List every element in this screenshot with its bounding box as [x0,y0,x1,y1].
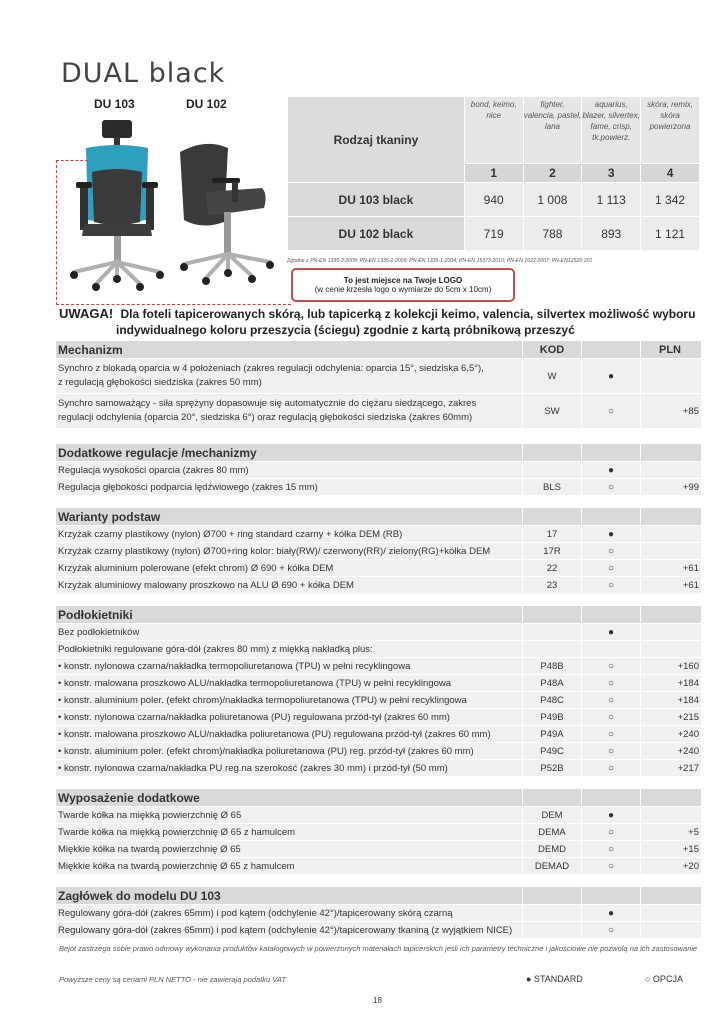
option-row [56,858,701,874]
price-row-model: DU 103 black [288,183,464,216]
kod-column-header [523,887,581,904]
option-code: BLS [523,479,581,495]
option-row [56,577,701,593]
option-description-line: • konstr. malowana proszkowo ALU/nakładka poliuretanowa (PU) regulowana przód-tył (zakres 60 mm) [58,728,491,740]
option-code: W [523,359,581,393]
option-description-line: • konstr. nylonowa czarna/nakładka poliuretanowa (PU) regulowana przód-tył (zakres 60 mm) [58,711,450,723]
option-description [56,807,522,823]
option-row [56,675,701,691]
fabric-type-header: Rodzaj tkaniny [288,97,464,182]
option-availability-mark: ● [582,905,640,921]
option-description [56,692,522,708]
group-number: 3 [582,164,640,182]
option-availability-mark: ○ [582,560,640,576]
option-description-text [58,529,402,540]
option-description [56,922,522,938]
option-availability-mark: ○ [582,922,640,938]
option-description-text [58,627,139,638]
price-cell: 1 342 [641,183,699,216]
option-description-text [58,563,333,574]
option-code: 17 [523,526,581,542]
option-code [523,462,581,478]
option-availability-mark: ○ [582,726,640,742]
option-row [56,692,701,708]
section-title: Warianty podstaw [56,508,522,525]
section-spacer [56,875,701,887]
option-description [56,526,522,542]
option-availability-mark: ○ [582,577,640,593]
price-cell: 1 121 [641,217,699,250]
option-row [56,922,701,938]
option-description-line: • konstr. nylonowa czarna/nakładka PU reg.na szerokość (zakres 30 mm) i przód-tył (50 mm) [58,762,448,774]
option-description-text [58,678,451,689]
option-description-line: • konstr. aluminium poler. (efekt chrom)/nakładka termopoliuretanowa (TPU) w pełni recyklingowa [58,694,467,706]
price-cell: 788 [524,217,582,250]
price-row-model: DU 102 black [288,217,464,250]
logo-area-border [56,304,291,305]
section-spacer [56,496,701,508]
pln-column-header [641,606,701,623]
option-description-text [58,827,295,838]
option-code [523,624,581,640]
option-code: P49B [523,709,581,725]
kod-column-header [523,606,581,623]
option-row [56,841,701,857]
option-availability-mark: ● [582,526,640,542]
option-description-text [58,729,491,740]
option-description-text [58,397,476,425]
options-table [56,341,701,939]
section-title: Mechanizm [56,341,522,358]
model-label-du103: DU 103 [94,97,135,111]
option-description-text [58,908,453,919]
pln-column-header: PLN [641,341,701,358]
option-availability-mark: ○ [582,543,640,559]
fabric-group-2: fighter, valencia, pastel, lana [524,97,582,163]
legend-standard: ● STANDARD [526,974,583,984]
option-availability-mark: ○ [582,479,640,495]
option-description [56,858,522,874]
option-price [641,641,701,657]
option-row [56,760,701,776]
standard-column-header [582,508,640,525]
option-availability-mark: ○ [582,394,640,428]
option-availability-mark: ○ [582,824,640,840]
notice-line-2: indywidualnego koloru przeszycia (ściegu) zgodnie z kartą próbnikową przeszyć [116,323,575,337]
option-price [641,922,701,938]
option-availability-mark: ○ [582,841,640,857]
option-description-text [58,712,450,723]
option-description-line: Krzyżak czarny plastikowy (nylon) Ø700 + ring standard czarny + kółka DEM (RB) [58,528,403,540]
option-description-text [58,810,241,821]
option-code: P48C [523,692,581,708]
option-description-text [58,661,410,672]
option-description-text [58,644,373,655]
option-availability-mark: ● [582,807,640,823]
section-title: Dodatkowe regulacje /mechanizmy [56,444,522,461]
option-row [56,658,701,674]
option-description [56,543,522,559]
option-code: 22 [523,560,581,576]
option-description-text [58,580,354,591]
vat-note: Powyższe ceny są cenami PLN NETTO - nie zawierają podatku VAT [59,975,286,984]
option-row [56,624,701,640]
option-price [641,905,701,921]
option-code: P49C [523,743,581,759]
option-description [56,905,522,921]
option-row [56,726,701,742]
option-description-line: Synchro z blokadą oparcia w 4 położeniach (zakres regulacji odchylenia: oparcia 15°, siedziska 6,5°), [58,363,484,374]
option-price: +15 [641,841,701,857]
pln-column-header [641,444,701,461]
option-price: +184 [641,675,701,691]
option-code [523,922,581,938]
option-description-text [58,695,467,706]
standard-column-header [582,606,640,623]
option-description-line: Podłokietniki regulowane góra-dół (zakres 80 mm) z miękką nakładką plus: [58,643,373,655]
logo-box-subtitle: (w cenie krzesła logo o wymiarze do 5cm x 10cm) [314,285,492,294]
section-header [56,887,701,904]
option-description-line: Krzyżak aluminiowy malowany proszkowo na ALU Ø 690 + kółka DEM [58,579,354,591]
price-cell: 940 [465,183,523,216]
section-title: Wyposażenie dodatkowe [56,789,522,806]
option-code: DEM [523,807,581,823]
option-code [523,641,581,657]
legend-option: ○ OPCJA [645,974,683,984]
option-description-line: Regulacja wysokości oparcia (zakres 80 mm) [58,464,249,476]
option-description [56,709,522,725]
kod-column-header [523,789,581,806]
footnote: Bejot zastrzega sobie prawo odmowy wykonania produktów katalogowych w powierzonych materiałach tapicerskich jeśli ich parametry techniczne i jakościowe nie pozwolą na ich zastosowanie [59,944,698,953]
section-header [56,508,701,525]
option-price: +20 [641,858,701,874]
kod-column-header: KOD [523,341,581,358]
option-availability-mark: ○ [582,675,640,691]
option-availability-mark: ○ [582,760,640,776]
option-description-line: z regulacją głębokości siedziska (zakres 50 mm) [58,377,262,388]
option-description-text [58,925,512,936]
section-spacer [56,594,701,606]
option-price [641,359,701,393]
option-description-line: Synchro samoważący - siła sprężyny dopasowuje się automatycznie do ciężaru siedzącego, zakres [58,398,477,409]
option-description-line: Miękkie kółka na twardą powierzchnię Ø 65 [58,843,241,855]
option-description [56,394,522,428]
option-row [56,462,701,478]
fabric-group-3: aquarius, blazer, silvertex, fame, crisp, tk.powierz. [582,97,640,163]
chair-du102-image [180,144,274,285]
price-table [287,96,700,251]
option-price: +99 [641,479,701,495]
section-spacer [56,429,701,444]
option-code: SW [523,394,581,428]
option-price: +160 [641,658,701,674]
option-availability-mark: ○ [582,658,640,674]
pln-column-header [641,789,701,806]
option-price: +217 [641,760,701,776]
option-price [641,526,701,542]
option-row [56,905,701,921]
section-spacer [56,777,701,789]
option-description-line: • konstr. nylonowa czarna/nakładka termopoliuretanowa (TPU) w pełni recyklingowa [58,660,411,672]
price-cell: 1 113 [582,183,640,216]
option-price: +184 [641,692,701,708]
option-availability-mark [582,641,640,657]
standard-column-header [582,887,640,904]
option-price: +240 [641,726,701,742]
option-description [56,675,522,691]
option-availability-mark: ○ [582,692,640,708]
option-description-line: Twarde kółka na miękką powierzchnię Ø 65 [58,809,242,821]
option-description-text [58,482,318,493]
option-code: P48B [523,658,581,674]
option-description-line: Krzyżak aluminium polerowane (efekt chrom) Ø 690 + kółka DEM [58,562,334,574]
logo-area-border [56,160,88,161]
option-description [56,743,522,759]
option-row [56,743,701,759]
option-price [641,624,701,640]
group-number: 1 [465,164,523,182]
option-row [56,824,701,840]
option-code: P48A [523,675,581,691]
option-description-line: Twarde kółka na miękką powierzchnię Ø 65 z hamulcem [58,826,296,838]
option-price: +5 [641,824,701,840]
group-number: 2 [524,164,582,182]
option-code: P52B [523,760,581,776]
option-description [56,359,522,393]
option-row [56,560,701,576]
option-description-line: Regulacja głębokości podparcia lędźwiowego (zakres 15 mm) [58,481,318,493]
option-code: DEMAD [523,858,581,874]
logo-placeholder-box [291,268,515,302]
option-price [641,543,701,559]
option-price: +240 [641,743,701,759]
standard-column-header [582,341,640,358]
section-header [56,789,701,806]
page-number: 18 [373,996,382,1005]
option-code: 23 [523,577,581,593]
option-availability-mark: ● [582,359,640,393]
option-row [56,641,701,657]
option-description-text [58,465,249,476]
option-row [56,479,701,495]
option-description-text [58,763,448,774]
section-header [56,606,701,623]
notice-label: UWAGA! [59,306,114,321]
option-availability-mark: ○ [582,709,640,725]
option-description-line: Regulowany góra-dół (zakres 65mm) i pod kątem (odchylenie 42°)/tapicerowany skórą czarną [58,907,453,919]
fabric-group-4: skóra, remix, skóra powierzona [641,97,699,163]
option-row [56,394,701,428]
option-description [56,841,522,857]
option-description [56,462,522,478]
option-description-text [58,546,490,557]
option-availability-mark: ○ [582,743,640,759]
option-description-line: Bez podłokietników [58,626,140,638]
kod-column-header [523,444,581,461]
option-row [56,359,701,393]
option-availability-mark: ● [582,624,640,640]
option-price: +61 [641,577,701,593]
option-description-line: Miękkie kółka na twardą powierzchnię Ø 65 z hamulcem [58,860,295,872]
notice-line-1: Dla foteli tapicerowanych skórą, lub tapicerką z kolekcji keimo, valencia, silvertex możliwość wyboru [120,307,696,321]
fabric-group-1: bond, keimo, nice [465,97,523,163]
option-description-text [58,844,241,855]
logo-area-border [56,160,57,305]
price-cell: 893 [582,217,640,250]
option-description [56,641,522,657]
option-description-line: Krzyżak czarny plastikowy (nylon) Ø700+ring kolor: biały(RW)/ czerwony(RR)/ zielony(RG)+kółka DEM [58,545,491,557]
option-code: P49A [523,726,581,742]
option-price [641,807,701,823]
option-description-line: Regulowany góra-dół (zakres 65mm) i pod kątem (odchylenie 42°)/tapicerowany tkaniną (z wyjątkiem NICE) [58,924,513,936]
chair-du103-and-du102-illustration [56,112,286,302]
option-price: +85 [641,394,701,428]
option-price [641,462,701,478]
option-description-text [58,746,474,757]
notice [59,306,695,322]
section-header [56,444,701,461]
option-description [56,658,522,674]
option-description [56,624,522,640]
pln-column-header [641,508,701,525]
option-description-text [58,362,484,390]
chair-du103-image [70,120,164,291]
option-description [56,560,522,576]
option-code: DEMA [523,824,581,840]
option-row [56,807,701,823]
price-cell: 1 008 [524,183,582,216]
option-description [56,577,522,593]
price-cell: 719 [465,217,523,250]
option-availability-mark: ○ [582,858,640,874]
option-description [56,479,522,495]
option-description-line: • konstr. aluminium poler. (efekt chrom)/nakładka poliuretanowa (PU) reg. przód-tył (zakres 60 mm) [58,745,474,757]
chair-images [56,112,286,302]
option-price: +61 [641,560,701,576]
norms-note: Zgodne z PN-EN 1335-3:2009; PN-EN 1335-2:2009; PN-EN 1335-1:2004; PN-EN 15373:2010; PN-EN 1022:2007; PN-EN12520:201 [287,258,593,264]
section-header [56,341,701,358]
option-description [56,760,522,776]
section-title: Podłokietniki [56,606,522,623]
page-title: DUAL black [61,58,226,89]
section-title: Zagłówek do modelu DU 103 [56,887,522,904]
option-description-text [58,861,295,872]
option-description-line: regulacji odchylenia (oparcia 20°, siedziska 6°) oraz regulacją głębokości siedziska (zakres 60mm) [58,412,473,423]
option-row [56,543,701,559]
option-row [56,526,701,542]
option-description [56,726,522,742]
option-price: +215 [641,709,701,725]
option-row [56,709,701,725]
logo-box-title: To jest miejsce na Twoje LOGO [343,276,463,285]
option-availability-mark: ● [582,462,640,478]
option-code: DEMD [523,841,581,857]
pln-column-header [641,887,701,904]
standard-column-header [582,789,640,806]
option-code: 17R [523,543,581,559]
option-code [523,905,581,921]
kod-column-header [523,508,581,525]
model-label-du102: DU 102 [186,97,227,111]
group-number: 4 [641,164,699,182]
option-description-line: • konstr. malowana proszkowo ALU/nakładka termopoliuretanowa (TPU) w pełni recyklingowa [58,677,452,689]
standard-column-header [582,444,640,461]
option-description [56,824,522,840]
